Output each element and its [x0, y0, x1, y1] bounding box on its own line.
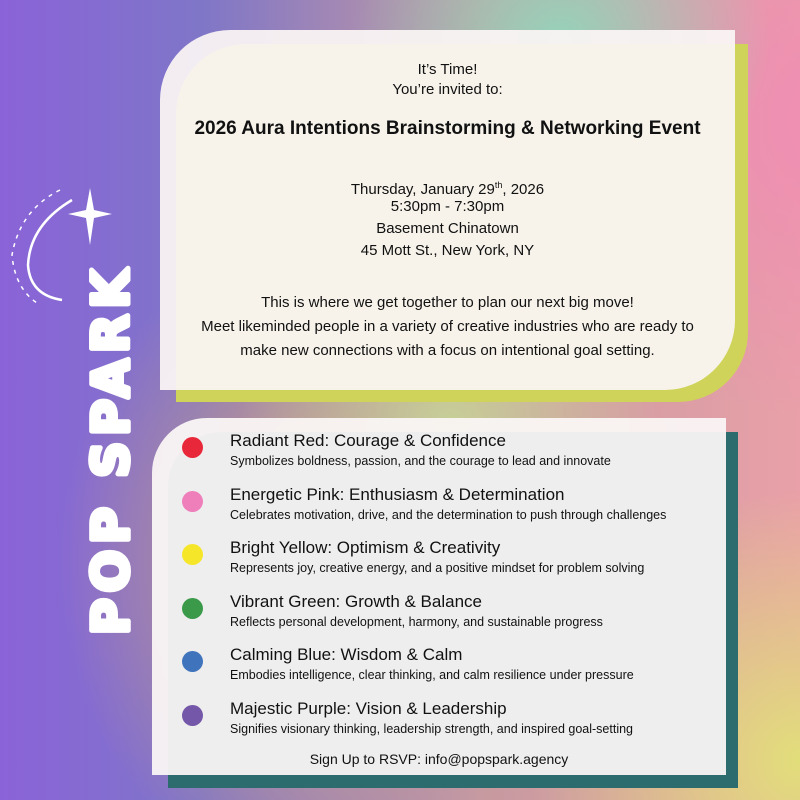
colors-card — [152, 418, 726, 775]
invite-card — [160, 30, 735, 390]
event-date: Thursday, January 29th, 2026 — [350, 180, 545, 198]
color-title: Calming Blue: Wisdom & Calm — [230, 645, 463, 664]
event-venue: Basement Chinatown — [376, 220, 519, 237]
color-dot-icon — [182, 651, 203, 672]
color-dot-icon — [182, 544, 203, 565]
color-dot-icon — [182, 598, 203, 619]
color-title: Radiant Red: Courage & Confidence — [230, 431, 506, 450]
color-title: Energetic Pink: Enthusiasm & Determination — [230, 484, 565, 504]
description-line: make new connections with a focus on intentional goal setting. — [240, 342, 655, 359]
color-description: Represents joy, creative energy, and a positive mindset for problem solving — [230, 561, 645, 575]
color-dot-icon — [182, 437, 203, 458]
event-time: 5:30pm - 7:30pm — [390, 198, 505, 215]
color-description: Signifies visionary thinking, leadership strength, and inspired goal-setting — [230, 721, 634, 736]
description-line: This is where we get together to plan our next big move! — [261, 294, 634, 311]
color-description: Reflects personal development, harmony, and sustainable progress — [230, 614, 603, 629]
moon-arc-icon — [28, 200, 72, 300]
color-title: Majestic Purple: Vision & Leadership — [230, 698, 507, 718]
color-description: Symbolizes boldness, passion, and the courage to lead and innovate — [230, 454, 611, 468]
color-description: Celebrates motivation, drive, and the determination to push through challenges — [230, 507, 667, 522]
rsvp-text: Sign Up to RSVP: info@popspark.agency — [309, 751, 569, 767]
event-title: 2026 Aura Intentions Brainstorming & Networking Event — [194, 118, 701, 139]
pop-spark-logo — [0, 170, 160, 655]
event-address: 45 Mott St., New York, NY — [360, 242, 535, 259]
intro-line-1: It’s Time! — [417, 61, 478, 78]
color-description: Embodies intelligence, clear thinking, and calm resilience under pressure — [230, 668, 634, 682]
intro-line-2: You’re invited to: — [392, 81, 503, 98]
color-dot-icon — [182, 705, 203, 726]
sparkle-icon — [68, 188, 112, 245]
description-line: Meet likeminded people in a variety of creative industries who are ready to — [201, 318, 694, 335]
svg-text:POP SPARK: POP SPARK — [82, 263, 140, 635]
color-title: Bright Yellow: Optimism & Creativity — [230, 538, 501, 557]
color-title: Vibrant Green: Growth & Balance — [230, 591, 482, 611]
color-dot-icon — [182, 491, 203, 512]
